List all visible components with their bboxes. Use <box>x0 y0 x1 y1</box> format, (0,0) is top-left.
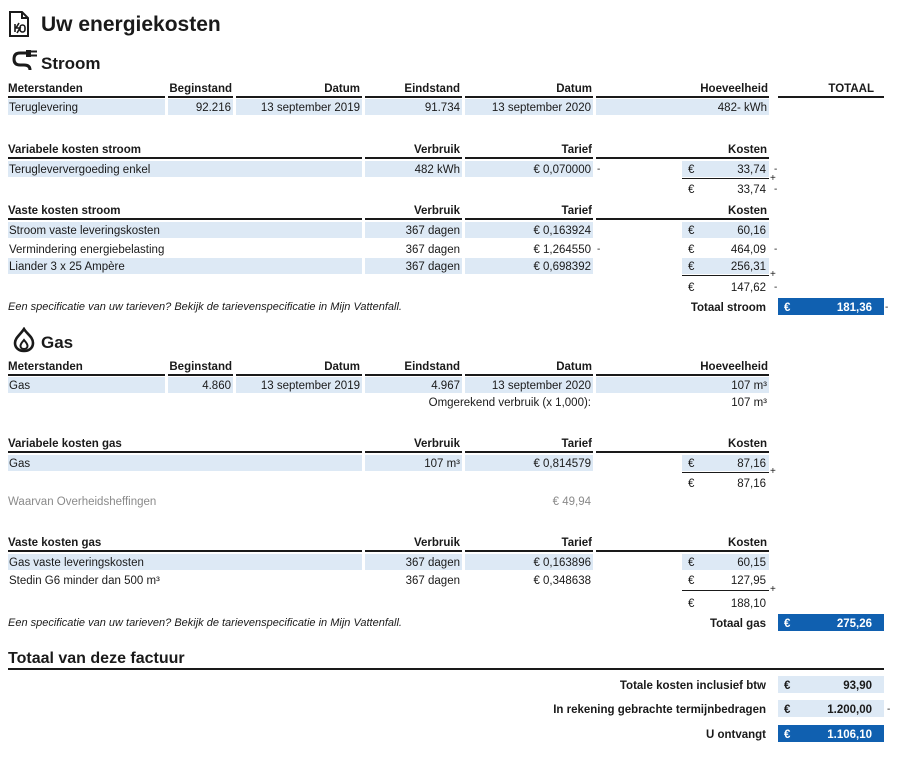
section-header-vast-gas: Vaste kosten gas <box>8 537 102 549</box>
u-ontvangt-label: U ontvangt <box>705 729 766 741</box>
cost-row-usage: 367 dagen <box>405 261 460 273</box>
currency-symbol: € <box>784 729 791 741</box>
minus-mark: - <box>774 244 778 255</box>
cost-row-usage: 367 dagen <box>405 225 460 237</box>
factuur-row-value: 93,90 <box>843 680 872 692</box>
currency-symbol: € <box>784 680 791 692</box>
factuur-row-value: 1.200,00 <box>827 704 872 716</box>
section-header-variabel-stroom: Variabele kosten stroom <box>8 144 141 156</box>
electric-plug-icon <box>10 49 38 73</box>
currency-symbol: € <box>688 225 695 237</box>
cost-row-tariff: € 0,070000 <box>533 164 591 176</box>
cost-row-usage: 482 kWh <box>414 164 460 176</box>
currency-symbol: € <box>688 184 695 196</box>
cost-row-label: Stedin G6 minder dan 500 m³ <box>9 575 160 587</box>
col-header-kosten: Kosten <box>728 205 767 217</box>
cost-row-label: Terugleververgoeding enkel <box>9 164 151 176</box>
col-header-eindstand: Eindstand <box>404 361 460 373</box>
meter-hoeveelheid: 482- kWh <box>717 102 767 114</box>
cost-row-amount: 464,09 <box>730 244 766 256</box>
meter-begin-date: 13 september 2019 <box>260 102 360 114</box>
col-header-datum: Datum <box>324 361 360 373</box>
converted-usage-label: Omgerekend verbruik (x 1,000): <box>428 397 591 409</box>
currency-symbol: € <box>688 261 695 273</box>
cost-row-usage: 367 dagen <box>405 575 460 587</box>
meter-end-date: 13 september 2020 <box>491 380 591 392</box>
currency-symbol: € <box>688 478 695 490</box>
currency-symbol: € <box>784 302 791 314</box>
cost-row-amount: 87,16 <box>737 458 766 470</box>
cost-row-label: Stroom vaste leveringskosten <box>9 225 160 237</box>
minus-mark: - <box>774 164 778 175</box>
factuur-row-label: In rekening gebrachte termijnbedragen <box>553 704 766 716</box>
meter-row-label: Gas <box>9 380 31 392</box>
cost-row-usage: 367 dagen <box>405 244 460 256</box>
col-header-hoeveelheid: Hoeveelheid <box>700 83 768 95</box>
gas-flame-icon <box>12 327 36 353</box>
overheidsheffingen-label: Waarvan Overheidsheffingen <box>8 496 157 508</box>
meter-beginstand: 4.860 <box>202 380 231 392</box>
minus-mark: - <box>774 282 778 293</box>
col-header-hoeveelheid: Hoeveelheid <box>700 361 768 373</box>
currency-symbol: € <box>688 575 695 587</box>
meter-begin-date: 13 september 2019 <box>260 380 360 392</box>
u-ontvangt-value: 1.106,10 <box>827 729 872 741</box>
invoice-document-icon <box>8 11 30 37</box>
cost-row-tariff: € 0,698392 <box>533 261 591 273</box>
col-header-kosten: Kosten <box>728 144 767 156</box>
cost-row-tariff: € 0,163924 <box>533 225 591 237</box>
col-header-totaal: TOTAAL <box>828 83 874 95</box>
currency-symbol: € <box>688 458 695 470</box>
currency-symbol: € <box>688 557 695 569</box>
cost-row-label: Gas vaste leveringskosten <box>9 557 144 569</box>
plus-mark: + <box>770 466 776 477</box>
factuur-row-label: Totale kosten inclusief btw <box>619 680 766 692</box>
converted-usage-value: 107 m³ <box>731 397 767 409</box>
col-header-datum: Datum <box>556 83 592 95</box>
subtotal-amount: 33,74 <box>737 184 766 196</box>
cost-row-tariff: € 0,348638 <box>533 575 591 587</box>
cost-row-amount: 60,16 <box>737 225 766 237</box>
col-header-verbruik: Verbruik <box>413 205 460 217</box>
section-header-variabel-gas: Variabele kosten gas <box>8 438 122 450</box>
cost-row-amount: 127,95 <box>730 575 766 587</box>
cost-row-usage: 107 m³ <box>424 458 460 470</box>
cost-row-usage: 367 dagen <box>405 557 460 569</box>
col-header-verbruik: Verbruik <box>413 144 460 156</box>
col-header-datum: Datum <box>556 361 592 373</box>
subtotal-amount: 87,16 <box>737 478 766 490</box>
col-header-beginstand: Beginstand <box>169 361 232 373</box>
cost-row-label: Liander 3 x 25 Ampère <box>9 261 125 273</box>
cost-row-amount: 33,74 <box>737 164 766 176</box>
minus-mark: - <box>887 704 891 715</box>
minus-mark: - <box>597 164 601 175</box>
cost-row-label: Gas <box>9 458 31 470</box>
col-header-beginstand: Beginstand <box>169 83 232 95</box>
col-header-verbruik: Verbruik <box>413 537 460 549</box>
currency-symbol: € <box>688 164 695 176</box>
currency-symbol: € <box>688 244 695 256</box>
cost-row-label: Vermindering energiebelasting <box>9 244 165 256</box>
minus-mark: - <box>885 302 889 313</box>
factuur-heading: Totaal van deze factuur <box>8 650 185 667</box>
plus-mark: + <box>770 173 776 184</box>
col-header-verbruik: Verbruik <box>413 438 460 450</box>
page-title: Uw energiekosten <box>41 13 221 36</box>
total-stroom-label: Totaal stroom <box>690 302 766 314</box>
meter-beginstand: 92.216 <box>195 102 231 114</box>
currency-symbol: € <box>784 618 791 630</box>
cost-row-tariff: € 1,264550 <box>533 244 591 256</box>
tariff-spec-note: Een specificatie van uw tarieven? Bekijk de tarievenspecificatie in Mijn Vattenfall. <box>8 617 402 629</box>
col-header-datum: Datum <box>324 83 360 95</box>
cost-row-amount: 60,15 <box>737 557 766 569</box>
section-header-vast-stroom: Vaste kosten stroom <box>8 205 121 217</box>
currency-symbol: € <box>688 282 695 294</box>
total-gas-label: Totaal gas <box>709 618 766 630</box>
meter-row-label: Teruglevering <box>9 102 79 114</box>
col-header-tarief: Tarief <box>561 438 592 450</box>
minus-mark: - <box>774 184 778 195</box>
stroom-heading: Stroom <box>41 54 101 73</box>
meter-eindstand: 91.734 <box>424 102 460 114</box>
col-header-tarief: Tarief <box>561 144 592 156</box>
meter-hoeveelheid: 107 m³ <box>731 380 767 392</box>
col-header-eindstand: Eindstand <box>404 83 460 95</box>
cost-row-tariff: € 0,163896 <box>533 557 591 569</box>
currency-symbol: € <box>784 704 791 716</box>
cost-row-tariff: € 0,814579 <box>533 458 591 470</box>
col-header-tarief: Tarief <box>561 537 592 549</box>
total-gas-value: 275,26 <box>836 618 872 630</box>
plus-mark: + <box>770 269 776 280</box>
currency-symbol: € <box>688 598 695 610</box>
subtotal-amount: 188,10 <box>730 598 766 610</box>
col-header-kosten: Kosten <box>728 537 767 549</box>
overheidsheffingen-value: € 49,94 <box>552 496 591 508</box>
col-header-tarief: Tarief <box>561 205 592 217</box>
total-stroom-value: 181,36 <box>836 302 872 314</box>
meter-end-date: 13 september 2020 <box>491 102 591 114</box>
tariff-spec-note: Een specificatie van uw tarieven? Bekijk de tarievenspecificatie in Mijn Vattenfall. <box>8 301 402 313</box>
minus-mark: - <box>597 244 601 255</box>
gas-heading: Gas <box>41 333 74 352</box>
col-header-meterstanden: Meterstanden <box>8 83 83 95</box>
plus-mark: + <box>770 584 776 595</box>
meter-eindstand: 4.967 <box>431 380 460 392</box>
cost-row-amount: 256,31 <box>730 261 766 273</box>
col-header-meterstanden: Meterstanden <box>8 361 83 373</box>
col-header-kosten: Kosten <box>728 438 767 450</box>
subtotal-amount: 147,62 <box>730 282 766 294</box>
